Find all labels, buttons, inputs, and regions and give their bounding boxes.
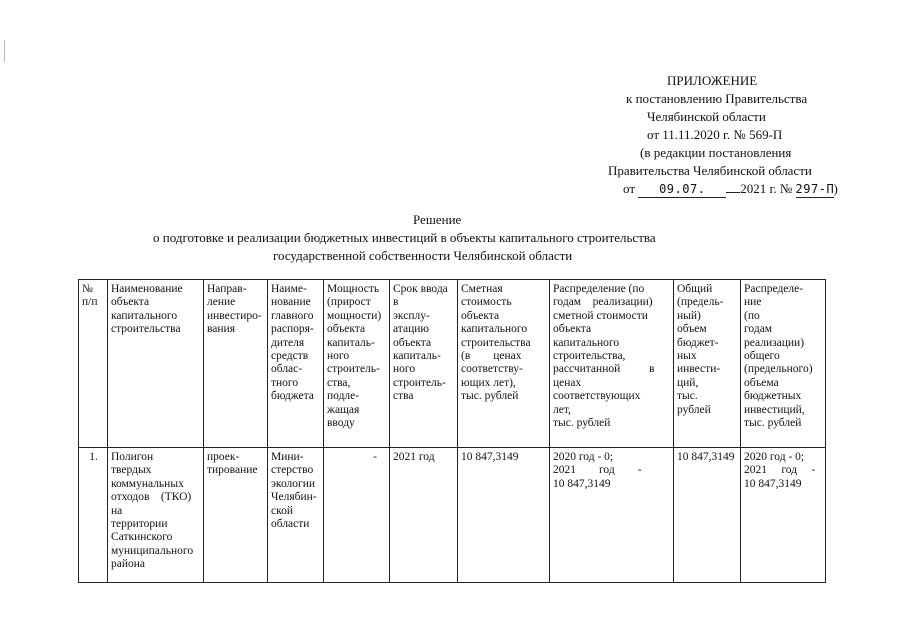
header-total-volume: Общий (предель- ный) объем бюджет- ных инвести- ций, тыс. рублей <box>674 280 741 448</box>
header-capacity: Мощность (прирост мощности) объекта капиталь- ного строитель- ства, подле- жащая вводу <box>324 280 390 448</box>
scan-edge-mark <box>4 40 5 62</box>
cell-cost-distribution: 2020 год - 0; 2021 год - 10 847,3149 <box>550 448 674 583</box>
closing-paren: ) <box>833 181 838 196</box>
header-object-name: Наименование объекта капитального строительства <box>108 280 204 448</box>
cell-number: 1. <box>79 448 108 583</box>
document-heading: Решение <box>413 212 462 227</box>
header-direction: Направ- ление инвестиро- вания <box>204 280 268 448</box>
header-volume-distribution: Распределе- ние (по годам реализации) общего (предельного) объема бюджетных инвестиций, тыс. рублей <box>741 280 826 448</box>
header-commissioning: Срок ввода в эксплу- атацию объекта капиталь- ного строитель- ства <box>390 280 458 448</box>
appendix-line-3: Челябинской области <box>647 109 766 124</box>
date-prefix: от <box>623 181 636 196</box>
cell-estimated-cost: 10 847,3149 <box>458 448 550 583</box>
investment-table <box>78 279 826 583</box>
handwritten-number: 297-П <box>795 182 835 196</box>
table-header-row <box>79 280 826 448</box>
cell-volume-distribution: 2020 год - 0; 2021 год - 10 847,3149 <box>741 448 826 583</box>
document-subtitle-2: государственной собственности Челябинской области <box>273 248 573 263</box>
date-underline-tail <box>726 178 740 193</box>
appendix-line-4: от 11.11.2020 г. № 569-П <box>647 127 783 142</box>
cell-object-name: Полигон твердых коммунальных отходов (ТКО) на территории Саткинского муниципального района <box>108 448 204 583</box>
document-subtitle: о подготовке и реализации бюджетных инвестиций в объекты капитального строительства <box>153 230 656 245</box>
handwritten-date: 09.07. <box>638 183 726 198</box>
cell-commissioning: 2021 год <box>390 448 458 583</box>
appendix-title: ПРИЛОЖЕНИЕ <box>667 73 758 88</box>
appendix-line-5: (в редакции постановления <box>640 145 792 160</box>
header-number: № п/п <box>79 280 108 448</box>
cell-administrator: Мини- стерство экологии Челябин- ской области <box>268 448 324 583</box>
appendix-line-6: Правительства Челябинской области <box>608 163 812 178</box>
appendix-date-line <box>623 178 838 198</box>
cell-direction: проек- тирование <box>204 448 268 583</box>
cell-total-volume: 10 847,3149 <box>674 448 741 583</box>
appendix-line-2: к постановлению Правительства <box>626 91 808 106</box>
header-administrator: Наиме- нование главного распоря- дителя средств облас- тного бюджета <box>268 280 324 448</box>
header-estimated-cost: Сметная стоимость объекта капитального строительства (в ценах соответству- ющих лет), тыс. рублей <box>458 280 550 448</box>
header-cost-distribution: Распределение (по годам реализации) сметной стоимости объекта капитального строительства, рассчитанной в ценах соответствующих лет, тыс. рублей <box>550 280 674 448</box>
date-year: 2021 г. № <box>740 181 793 196</box>
cell-capacity: - <box>324 448 390 583</box>
table-row <box>79 448 826 583</box>
